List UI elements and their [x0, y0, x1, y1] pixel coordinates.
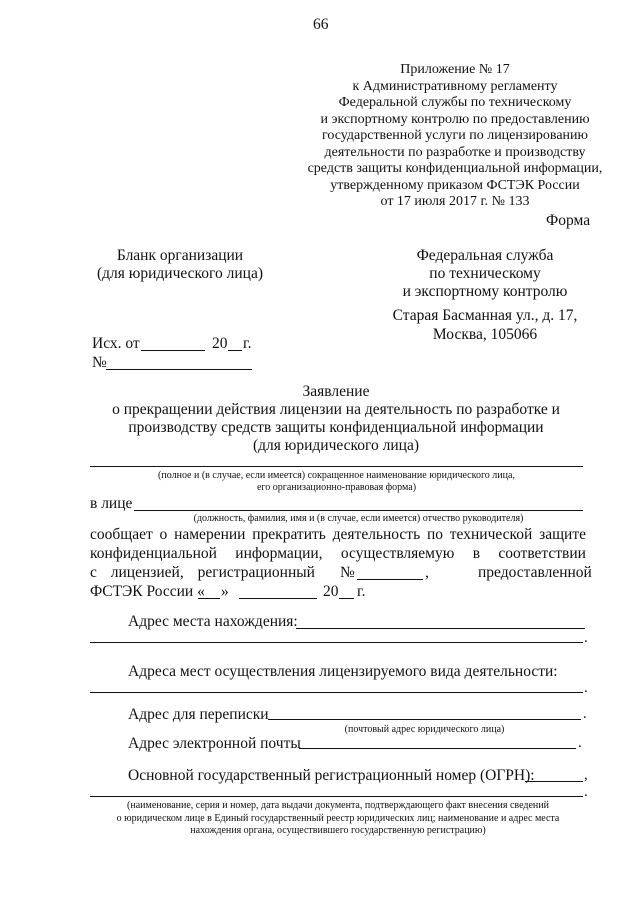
activity-address-field[interactable] [90, 692, 583, 693]
ogrn-period: . [584, 784, 588, 800]
body-word: лицензией, [110, 564, 184, 581]
appendix-line: и экспортному контролю по предоставлению [320, 111, 590, 127]
application-title [90, 383, 582, 455]
license-year-suffix: г. [357, 583, 366, 600]
ogrn-field[interactable] [525, 781, 583, 782]
in-person-field[interactable] [134, 510, 583, 511]
body-word: в [472, 545, 481, 562]
in-person-caption: (должность, фамилия, имя и (в случае, если имеется) отчество руководителя) [193, 513, 524, 524]
title-line-4: (для юридического лица) [253, 437, 419, 454]
ogrn-field-2[interactable] [90, 796, 583, 797]
ogrn-comma: , [584, 767, 588, 783]
recipient-address [380, 306, 590, 344]
recipient-block [385, 247, 585, 301]
outgoing-year-suffix: г. [243, 335, 252, 352]
organization-name-caption [90, 470, 583, 494]
caption-line: (полное и (в случае, если имеется) сокращенное наименование юридического лица, [158, 470, 515, 481]
recipient-address-line-1: Старая Басманная ул., д. 17, [392, 307, 578, 324]
body-word: с [90, 564, 97, 581]
appendix-line: Федеральной службы по техническому [338, 95, 572, 110]
form-label: Форма [546, 212, 591, 229]
appendix-line: деятельности по разработке и производству [324, 144, 586, 160]
body-line-3-part-1 [90, 564, 315, 582]
appendix-line: утвержденному приказом ФСТЭК России [330, 177, 580, 193]
appendix-line: средств защиты конфиденциальной информации, [307, 161, 603, 176]
license-date-quote: » [221, 583, 229, 600]
body-word: информации, [235, 545, 323, 562]
recipient-line-2: по техническому [429, 265, 541, 282]
email-period: . [578, 735, 582, 751]
location-address-period: . [584, 630, 588, 646]
appendix-line: Приложение № 17 [400, 62, 510, 77]
appendix-line: от 17 июля 2017 г. № 133 [380, 194, 530, 209]
body-line-1: сообщает о намерении прекратить деятельность по технической защите [90, 526, 586, 543]
body-word: предоставленной [478, 564, 592, 581]
ogrn-label: Основной государственный регистрационный номер (ОГРН): [128, 767, 535, 784]
blank-block [80, 247, 280, 283]
outgoing-number-label: № [92, 354, 107, 371]
license-day-field[interactable] [198, 598, 220, 599]
body-line-2 [90, 545, 586, 563]
blank-line-2: (для юридического лица) [97, 265, 263, 282]
title-line-1: Заявление [302, 383, 370, 400]
body-word: регистрационный [197, 564, 315, 581]
postal-address-period: . [583, 706, 587, 722]
license-year-field[interactable] [339, 598, 354, 599]
location-address-field-2[interactable] [90, 642, 583, 643]
email-field[interactable] [299, 748, 576, 749]
caption-line: нахождения органа, осуществившего государственную регистрацию) [190, 825, 486, 836]
email-label: Адрес электронной почты [128, 735, 301, 752]
appendix-line: к Административному регламенту [352, 78, 558, 94]
title-line-2: о прекращении действия лицензии на деятельность по разработке и [112, 401, 560, 418]
location-address-label: Адрес места нахождения: [128, 613, 298, 630]
outgoing-date-field[interactable] [141, 350, 205, 351]
page-number: 66 [313, 16, 329, 33]
appendix-block [295, 62, 615, 211]
recipient-line-1: Федеральная служба [416, 247, 554, 264]
title-line-3: производству средств защиты конфиденциальной информации [128, 419, 544, 436]
postal-address-caption: (почтовый адрес юридического лица) [344, 724, 505, 735]
license-number-comma: , [425, 564, 429, 581]
activity-address-period: . [584, 680, 588, 696]
caption-line: о юридическом лице в Единый государственный реестр юридических лиц; наименование и адрес места [116, 812, 560, 824]
activity-address-label: Адреса мест осуществления лицензируемого вида деятельности: [128, 663, 558, 680]
appendix-line: государственной услуги по лицензированию [322, 128, 588, 143]
recipient-address-line-2: Москва, 105066 [432, 326, 538, 343]
body-word: конфиденциальной [90, 545, 217, 562]
license-date-prefix: ФСТЭК России « [90, 583, 205, 600]
caption-line: его организационно-правовая форма) [256, 482, 417, 493]
caption-line: (наименование, серия и номер, дата выдачи документа, подтверждающего факт внесения сведений [127, 800, 549, 811]
license-number-field[interactable] [357, 579, 423, 580]
license-year-prefix: 20 [323, 583, 339, 600]
postal-address-field[interactable] [268, 719, 581, 720]
license-number-label: № [340, 564, 355, 581]
outgoing-date-label: Исх. от [92, 335, 140, 352]
body-word: соответствии [498, 545, 586, 562]
organization-name-field[interactable] [90, 466, 583, 467]
recipient-line-3: и экспортному контролю [402, 283, 568, 300]
location-address-field[interactable] [296, 628, 585, 629]
postal-address-label: Адрес для переписки [128, 706, 269, 723]
body-word: осуществляемую [340, 545, 455, 562]
ogrn-caption [90, 800, 586, 838]
license-month-field[interactable] [239, 598, 317, 599]
outgoing-number-field[interactable] [106, 369, 252, 370]
blank-line-1: Бланк организации [116, 247, 244, 264]
outgoing-year-field[interactable] [228, 350, 242, 351]
in-person-label: в лице [90, 495, 133, 512]
outgoing-year-prefix: 20 [212, 335, 228, 352]
